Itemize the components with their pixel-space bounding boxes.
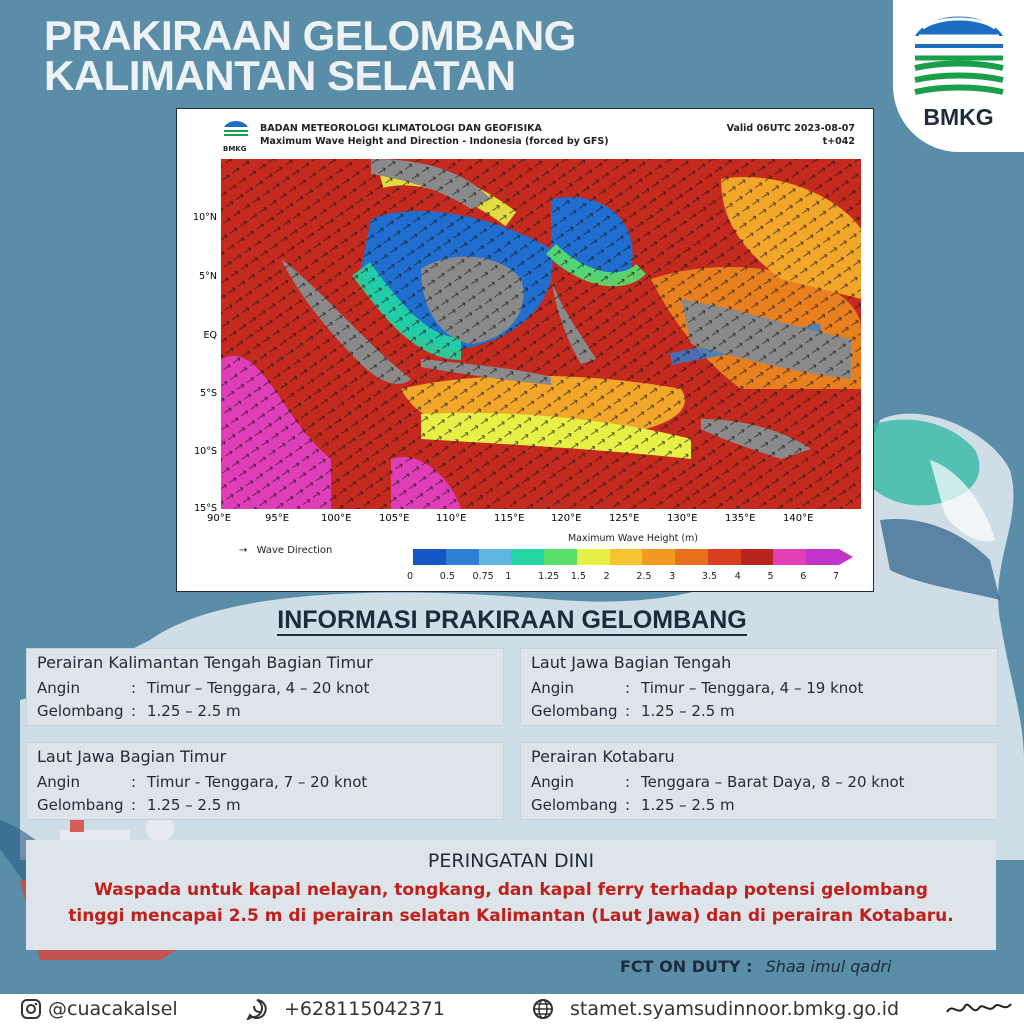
colorbar-segment xyxy=(741,549,774,565)
warning-line-2: tinggi mencapai 2.5 m di perairan selatan Kalimantan (Laut Jawa) dan di perairan Kotabaru. xyxy=(68,906,954,926)
separator: : xyxy=(131,702,137,720)
lon-label: 90°E xyxy=(207,513,232,524)
colorbar-tick-label: 1.25 xyxy=(538,571,560,582)
angin-label: Angin xyxy=(37,773,80,791)
card-title: Laut Jawa Bagian Timur xyxy=(37,747,227,766)
colorbar-tick-label: 7 xyxy=(833,571,840,582)
lon-label: 100°E xyxy=(321,513,352,524)
lat-label: EQ xyxy=(203,330,217,341)
card-title: Perairan Kotabaru xyxy=(531,747,675,766)
colorbar xyxy=(413,549,853,565)
instagram-handle[interactable]: @cuacakalsel xyxy=(48,998,178,1020)
footer-bar xyxy=(0,994,1024,1024)
separator: : xyxy=(131,773,137,791)
wave-direction-label: Wave Direction xyxy=(256,545,333,556)
gelombang-label: Gelombang xyxy=(531,702,618,720)
separator: : xyxy=(625,679,631,697)
lon-label: 110°E xyxy=(436,513,467,524)
lat-label: 10°N xyxy=(193,212,217,223)
warning-title: PERINGATAN DINI xyxy=(427,850,595,872)
colorbar-segment xyxy=(610,549,643,565)
separator: : xyxy=(625,796,631,814)
bmkg-emblem-icon xyxy=(911,6,1007,102)
colorbar-tick-label: 0 xyxy=(407,571,414,582)
early-warning-panel xyxy=(26,840,996,950)
lat-axis xyxy=(181,159,219,514)
colorbar-tick-label: 6 xyxy=(800,571,807,582)
title-line-1: PRAKIRAAN GELOMBANG xyxy=(44,12,576,59)
lon-axis xyxy=(207,513,867,527)
map-subtitle: Maximum Wave Height and Direction - Indonesia (forced by GFS) xyxy=(260,136,609,147)
arrow-icon: → xyxy=(239,545,248,556)
lon-label: 95°E xyxy=(265,513,290,524)
colorbar-tick-label: 2 xyxy=(603,571,610,582)
wave-map-panel xyxy=(176,108,874,592)
colorbar-tick-label: 3 xyxy=(669,571,676,582)
logo-text: BMKG xyxy=(923,104,994,130)
page-title xyxy=(44,12,576,99)
colorbar-segment xyxy=(708,549,741,565)
angin-label: Angin xyxy=(531,773,574,791)
colorbar-tick-label: 3.5 xyxy=(701,571,718,582)
colorbar-segment xyxy=(544,549,577,565)
separator: : xyxy=(131,679,137,697)
forecast-card xyxy=(520,742,998,820)
colorbar-tick-label: 1.5 xyxy=(570,571,586,582)
colorbar-segment xyxy=(773,549,806,565)
card-title: Laut Jawa Bagian Tengah xyxy=(531,653,732,672)
title-line-2: KALIMANTAN SELATAN xyxy=(44,52,516,99)
lon-label: 115°E xyxy=(494,513,525,524)
gelombang-label: Gelombang xyxy=(37,702,124,720)
bmkg-logo xyxy=(893,0,1024,152)
angin-label: Angin xyxy=(37,679,80,697)
whatsapp-icon xyxy=(246,998,268,1020)
lat-label: 5°N xyxy=(199,271,217,282)
colorbar-segment xyxy=(413,549,446,565)
colorbar-tick-label: 1 xyxy=(505,571,512,582)
fct-label: FCT ON DUTY : xyxy=(620,957,753,976)
colorbar-tick-label: 5 xyxy=(767,571,774,582)
forecast-card xyxy=(26,648,504,726)
gelombang-value: 1.25 – 2.5 m xyxy=(641,702,735,720)
lat-label: 10°S xyxy=(194,446,217,457)
lon-label: 130°E xyxy=(667,513,698,524)
gelombang-label: Gelombang xyxy=(531,796,618,814)
lon-label: 135°E xyxy=(725,513,756,524)
fct-name: Shaa imul qadri xyxy=(765,957,892,976)
card-title: Perairan Kalimantan Tengah Bagian Timur xyxy=(37,653,373,672)
gelombang-value: 1.25 – 2.5 m xyxy=(147,796,241,814)
colorbar-tick-label: 0.5 xyxy=(439,571,455,582)
angin-label: Angin xyxy=(531,679,574,697)
warning-line-1: Waspada untuk kapal nelayan, tongkang, dan kapal ferry terhadap potensi gelombang xyxy=(94,880,928,900)
colorbar-title: Maximum Wave Height (m) xyxy=(567,533,698,544)
lat-label: 5°S xyxy=(200,388,217,399)
colorbar-segment xyxy=(675,549,708,565)
signature-icon xyxy=(945,998,1015,1020)
lat-label: 15°S xyxy=(194,503,217,514)
map-valid-time: Valid 06UTC 2023-08-07 xyxy=(726,123,855,134)
lon-label: 120°E xyxy=(551,513,582,524)
colorbar-tick-label: 2.5 xyxy=(636,571,652,582)
colorbar-tick-label: 0.75 xyxy=(472,571,494,582)
wave-height-map xyxy=(221,159,861,509)
gelombang-value: 1.25 – 2.5 m xyxy=(641,796,735,814)
lon-label: 140°E xyxy=(783,513,814,524)
colorbar-extend-arrow xyxy=(839,549,853,565)
colorbar-ticks xyxy=(407,571,847,585)
fct-on-duty xyxy=(620,957,891,976)
info-heading-text: INFORMASI PRAKIRAAN GELOMBANG xyxy=(277,606,747,634)
colorbar-segment xyxy=(642,549,675,565)
angin-value: Timur – Tenggara, 4 – 20 knot xyxy=(147,679,370,697)
angin-value: Timur – Tenggara, 4 – 19 knot xyxy=(641,679,864,697)
forecast-card xyxy=(26,742,504,820)
colorbar-segment xyxy=(479,549,512,565)
gelombang-value: 1.25 – 2.5 m xyxy=(147,702,241,720)
separator: : xyxy=(131,796,137,814)
map-forecast-step: t+042 xyxy=(822,136,855,147)
angin-value: Tenggara – Barat Daya, 8 – 20 knot xyxy=(641,773,905,791)
map-agency: BADAN METEOROLOGI KLIMATOLOGI DAN GEOFISIKA xyxy=(260,123,542,134)
phone-number[interactable]: +628115042371 xyxy=(284,998,445,1020)
gelombang-label: Gelombang xyxy=(37,796,124,814)
instagram-icon xyxy=(20,998,42,1020)
separator: : xyxy=(625,773,631,791)
colorbar-segment xyxy=(806,549,839,565)
colorbar-segment xyxy=(446,549,479,565)
website-link[interactable]: stamet.syamsudinnoor.bmkg.go.id xyxy=(570,998,900,1020)
colorbar-segment xyxy=(577,549,610,565)
info-heading xyxy=(0,606,1024,635)
colorbar-tick-label: 4 xyxy=(734,571,741,582)
forecast-card xyxy=(520,648,998,726)
mini-logo-text: BMKG xyxy=(223,145,247,153)
lon-label: 105°E xyxy=(379,513,410,524)
globe-icon xyxy=(532,998,554,1020)
wave-direction-legend xyxy=(239,545,332,556)
angin-value: Timur - Tenggara, 7 – 20 knot xyxy=(147,773,368,791)
separator: : xyxy=(625,702,631,720)
colorbar-segment xyxy=(511,549,544,565)
mini-bmkg-logo-icon xyxy=(223,119,249,143)
lon-label: 125°E xyxy=(609,513,640,524)
